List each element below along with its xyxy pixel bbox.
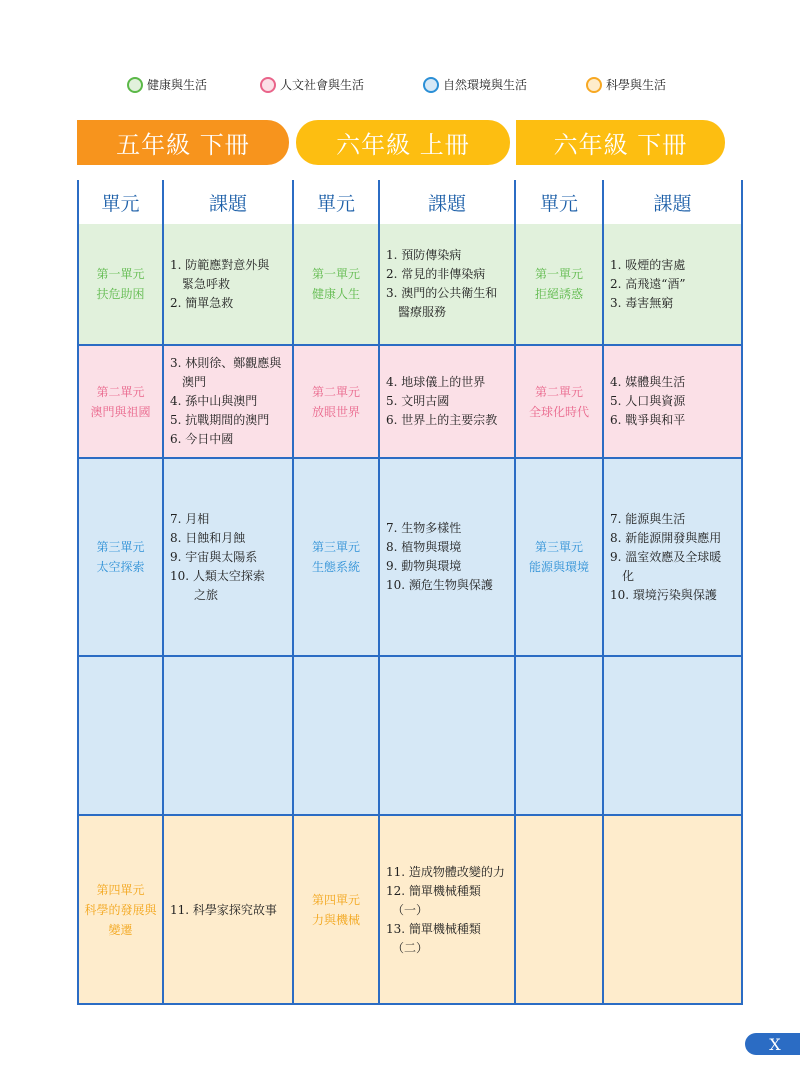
unit-cell — [294, 459, 378, 655]
header-topic: 課題 — [427, 192, 466, 215]
header-unit: 單元 — [101, 192, 140, 215]
unit-number: 第二單元 — [534, 384, 583, 399]
unit-cell — [516, 224, 602, 344]
topics-cell — [604, 459, 741, 655]
unit-number: 第四單元 — [311, 893, 360, 907]
legend-item-nature — [423, 76, 527, 93]
topic-item: （二） — [386, 940, 429, 955]
unit-number: 第四單元 — [96, 883, 145, 897]
topic-item: 4. 地球儀上的世界 — [386, 375, 486, 389]
topic-item: 3. 林則徐、鄭觀應與 — [170, 356, 282, 370]
topic-item: 7. 能源與生活 — [610, 511, 686, 526]
topic-item: 1. 防範應對意外與 — [170, 257, 270, 272]
topic-item: 5. 文明古國 — [386, 394, 450, 408]
topic-item: 9. 動物與環境 — [386, 559, 462, 573]
topic-item: 醫療服務 — [386, 305, 447, 319]
header-unit: 單元 — [539, 192, 578, 215]
topics-cell — [604, 224, 741, 344]
unit-cell — [294, 346, 378, 457]
topic-item: 2. 簡單急救 — [170, 295, 234, 310]
unit-number: 第一單元 — [534, 267, 583, 281]
unit-number: 第三單元 — [311, 540, 360, 554]
legend-label: 自然環境與生活 — [443, 78, 528, 92]
legend-swatch-green — [127, 77, 143, 93]
topic-item: 緊急呼救 — [170, 276, 231, 291]
unit-title: 全球化時代 — [528, 404, 589, 419]
topic-item: 11. 造成物體改變的力 — [386, 864, 505, 879]
grid-line — [514, 180, 516, 1005]
unit-title: 健康人生 — [311, 287, 360, 301]
topic-item: 1. 吸煙的害處 — [610, 257, 686, 272]
topic-item: 2. 高飛遠“酒” — [610, 276, 686, 291]
legend-swatch-orange — [586, 77, 602, 93]
topic-item: 10. 人類太空探索 — [170, 568, 265, 583]
unit-title: 太空探索 — [96, 560, 145, 574]
topic-item: 8. 植物與環境 — [386, 540, 462, 554]
header-topic: 課題 — [208, 192, 247, 215]
topic-item: 5. 人口與資源 — [610, 394, 686, 408]
unit-title: 澳門與祖國 — [90, 404, 151, 419]
topic-item: 3. 澳門的公共衛生和 — [386, 286, 498, 300]
topic-item: 9. 溫室效應及全球暖 — [610, 549, 722, 564]
grid-line — [77, 655, 743, 657]
topic-item: 8. 日蝕和月蝕 — [170, 530, 246, 545]
topic-item: 11. 科學家探究故事 — [170, 902, 277, 917]
unit-number: 第二單元 — [96, 384, 145, 399]
unit-number: 第三單元 — [534, 540, 583, 554]
topic-item: 澳門 — [170, 375, 207, 389]
grid-line — [602, 180, 604, 1005]
topic-item: 7. 月相 — [170, 511, 210, 526]
grid-line — [77, 457, 743, 459]
topic-item: 2. 常見的非傳染病 — [386, 267, 486, 281]
header-unit: 單元 — [316, 192, 355, 215]
topics-cell — [380, 816, 514, 1004]
curriculum-table — [77, 180, 743, 1005]
topic-item: 6. 世界上的主要宗教 — [386, 413, 498, 427]
page-number-tab: X — [745, 1033, 800, 1055]
grid-line — [77, 180, 79, 1005]
topics-cell — [164, 224, 292, 344]
unit-cell — [516, 346, 602, 457]
legend-label: 人文社會與生活 — [280, 78, 365, 92]
unit-title: 生態系統 — [311, 560, 360, 574]
grid-line — [77, 814, 743, 816]
unit-title-cont: 變遷 — [108, 923, 133, 937]
unit-title: 力與機械 — [311, 913, 360, 927]
unit-number: 第三單元 — [96, 540, 145, 554]
topic-item: 6. 今日中國 — [170, 432, 234, 446]
topic-item: 10. 環境污染與保護 — [610, 587, 717, 602]
header-topic: 課題 — [653, 192, 692, 215]
legend-label: 科學與生活 — [606, 78, 667, 92]
topics-cell — [164, 459, 292, 655]
unit-title: 能源與環境 — [528, 560, 589, 574]
unit-cell — [294, 224, 378, 344]
topic-item: 化 — [610, 568, 635, 583]
grid-line — [162, 180, 164, 1005]
grid-line — [77, 344, 743, 346]
grid-line — [292, 180, 294, 1005]
topic-item: 12. 簡單機械種類 — [386, 883, 481, 898]
topics-cell — [380, 459, 514, 655]
unit-cell — [294, 816, 378, 1004]
grid-line — [741, 180, 743, 1005]
unit-title: 放眼世界 — [311, 404, 360, 419]
topic-item: 4. 媒體與生活 — [610, 375, 686, 389]
grade-tab-6-2: 六年級 下冊 — [516, 120, 725, 165]
topic-item: 13. 簡單機械種類 — [386, 921, 481, 936]
topics-cell — [604, 346, 741, 457]
unit-cell — [79, 346, 162, 457]
unit-number: 第一單元 — [311, 267, 360, 281]
unit-number: 第二單元 — [311, 384, 360, 399]
grid-line — [77, 1003, 743, 1005]
legend — [0, 76, 800, 98]
topics-cell — [164, 816, 292, 1004]
unit-cell — [79, 816, 162, 1004]
topics-cell — [164, 346, 292, 457]
topic-item: 1. 預防傳染病 — [386, 248, 462, 262]
topic-item: 8. 新能源開發與應用 — [610, 530, 722, 545]
legend-item-society — [260, 76, 364, 93]
grid-line — [378, 180, 380, 1005]
topic-item: 5. 抗戰期間的澳門 — [170, 413, 270, 427]
grade-tab-6-1: 六年級 上冊 — [296, 120, 510, 165]
grade-tab-5-2: 五年級 下冊 — [77, 120, 289, 165]
legend-item-science — [586, 76, 666, 93]
unit-title: 扶危助困 — [96, 287, 145, 301]
unit-title: 拒絕誘惑 — [534, 287, 583, 301]
unit-title: 科學的發展與 — [84, 903, 157, 917]
unit-cell — [516, 459, 602, 655]
unit-cell — [79, 459, 162, 655]
legend-swatch-pink — [260, 77, 276, 93]
topic-item: （一） — [386, 902, 429, 917]
topic-item: 9. 宇宙與太陽系 — [170, 549, 258, 564]
topic-item: 之旅 — [170, 587, 219, 602]
legend-swatch-blue — [423, 77, 439, 93]
topic-item: 6. 戰爭與和平 — [610, 413, 686, 427]
legend-label: 健康與生活 — [147, 78, 208, 92]
topic-item: 10. 瀕危生物與保護 — [386, 578, 493, 592]
topics-cell — [380, 346, 514, 457]
topics-cell — [380, 224, 514, 344]
unit-number: 第一單元 — [96, 267, 145, 281]
topic-item: 4. 孫中山與澳門 — [170, 394, 258, 408]
topic-item: 7. 生物多樣性 — [386, 521, 462, 535]
legend-item-health — [127, 76, 207, 93]
unit-cell — [79, 224, 162, 344]
topic-item: 3. 毒害無窮 — [610, 295, 674, 310]
